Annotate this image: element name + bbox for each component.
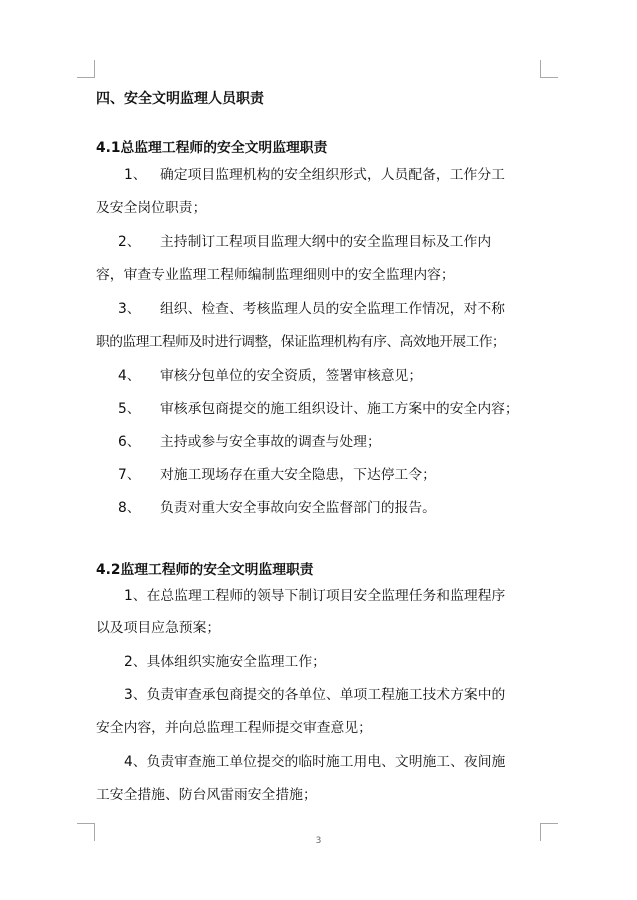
list-item-text: 2、具体组织实施安全监理工作； xyxy=(124,654,326,670)
list-item-number: 8、 xyxy=(118,500,141,516)
list-item-text: 审核承包商提交的施工组织设计、施工方案中的安全内容； xyxy=(160,401,519,417)
list-item-text: 1、在总监理工程师的领导下制订项目安全监理任务和监理程序 xyxy=(124,588,506,604)
list-item-text: 4、负责审查施工单位提交的临时施工用电、文明施工、夜间施 xyxy=(124,754,506,770)
section-title: 四、安全文明监理人员职责 xyxy=(96,91,264,107)
corner-mark-top-left xyxy=(77,60,95,78)
list-item-text-continued: 工安全措施、防台风雷雨安全措施； xyxy=(96,787,317,803)
subsection-heading-2: 4.2监理工程师的安全文明监理职责 xyxy=(96,562,314,578)
list-item-text: 对施工现场存在重大安全隐患，下达停工令； xyxy=(160,467,436,483)
list-item-number: 5、 xyxy=(118,401,141,417)
subsection-heading-1: 4.1总监理工程师的安全文明监理职责 xyxy=(96,140,328,156)
list-item-text: 组织、检查、考核监理人员的安全监理工作情况，对不称 xyxy=(160,301,505,317)
corner-mark-top-right xyxy=(540,60,558,78)
list-item-number: 6、 xyxy=(118,434,141,450)
page-number: 3 xyxy=(315,836,322,846)
list-item-number: 4、 xyxy=(118,368,141,384)
list-item-text: 确定项目监理机构的安全组织形式，人员配备，工作分工 xyxy=(160,167,505,183)
list-item-text: 3、负责审查承包商提交的各单位、单项工程施工技术方案中的 xyxy=(124,687,506,703)
list-item-text-continued: 及安全岗位职责； xyxy=(96,200,207,216)
list-item-text-continued: 以及项目应急预案； xyxy=(96,620,221,636)
list-item-number: 2、 xyxy=(118,234,141,250)
list-item-number: 7、 xyxy=(118,467,141,483)
list-item-number: 1、 xyxy=(124,167,147,183)
list-item-text: 审核分包单位的安全资质，签署审核意见； xyxy=(160,368,423,384)
list-item-text-continued: 职的监理工程师及时进行调整，保证监理机构有序、高效地开展工作； xyxy=(96,334,506,350)
list-item-text: 负责对重大安全事故向安全监督部门的报告。 xyxy=(160,500,436,516)
list-item-number: 3、 xyxy=(118,301,141,317)
list-item-text: 主持制订工程项目监理大纲中的安全监理目标及工作内 xyxy=(160,234,492,250)
list-item-text-continued: 容，审查专业监理工程师编制监理细则中的安全监理内容； xyxy=(96,267,455,283)
list-item-text: 主持或参与安全事故的调查与处理； xyxy=(160,434,381,450)
list-item-text-continued: 安全内容，并向总监理工程师提交审查意见； xyxy=(96,720,372,736)
